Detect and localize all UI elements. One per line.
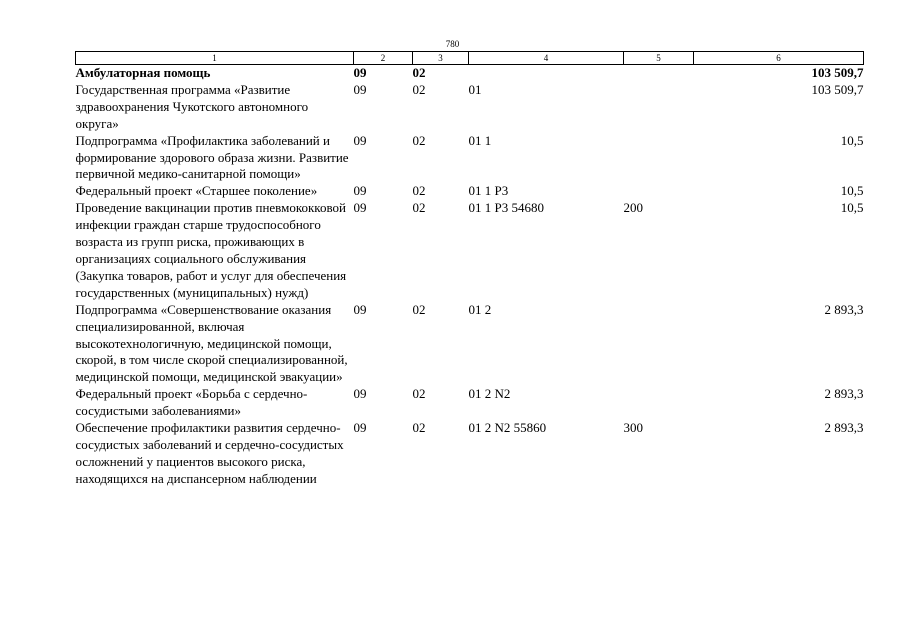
- column-header: 1: [76, 52, 354, 65]
- row-target-code: [469, 65, 624, 82]
- row-section-code: 09: [353, 420, 367, 436]
- row-section-code: 09: [353, 132, 367, 148]
- row-subsection-code: 02: [412, 200, 426, 216]
- row-name: Федеральный проект «Борьба с сердечно-сосудистыми заболеваниями»: [75, 386, 308, 419]
- page-number: 780: [445, 39, 460, 49]
- row-amount: 2 893,3: [824, 420, 864, 436]
- row-amount: 2 893,3: [824, 301, 864, 317]
- row-section-code: 09: [353, 65, 367, 80]
- row-section-code: 09: [353, 200, 367, 216]
- table-header: [76, 52, 864, 65]
- header-row: [76, 52, 864, 65]
- row-section-code: 09: [353, 301, 367, 317]
- row-expense-type: [624, 302, 694, 387]
- table-row: [76, 420, 864, 488]
- row-section-code: 09: [353, 183, 367, 199]
- column-header: 5: [624, 52, 694, 65]
- column-header: 2: [354, 52, 413, 65]
- row-subsection-code: 02: [412, 65, 426, 80]
- budget-table: [75, 51, 864, 488]
- row-name: Федеральный проект «Старшее поколение»: [75, 183, 318, 199]
- row-subsection-code: 02: [412, 183, 426, 199]
- row-expense-type: [624, 133, 694, 184]
- row-target-code: 01 1 P3: [468, 183, 509, 199]
- table-row: [76, 200, 864, 301]
- row-subsection-code: 02: [412, 301, 426, 317]
- row-target-code: 01 1: [468, 132, 492, 148]
- row-target-code: 01 1 P3 54680: [468, 200, 544, 216]
- row-amount: 10,5: [840, 200, 864, 216]
- row-target-code: 01 2 N2: [468, 386, 511, 402]
- row-expense-type: [624, 65, 694, 82]
- row-expense-type: 300: [623, 420, 643, 436]
- row-target-code: 01 2 N2 55860: [468, 420, 547, 436]
- row-subsection-code: 02: [412, 420, 426, 436]
- row-section-code: 09: [353, 81, 367, 97]
- row-amount: 10,5: [840, 132, 864, 148]
- row-subsection-code: 02: [412, 132, 426, 148]
- column-header: 3: [413, 52, 469, 65]
- table-row: [76, 133, 864, 184]
- table-row: [76, 65, 864, 82]
- row-name: Подпрограмма «Совершенствование оказания специализированной, включая высокотехнологичную, медицинской помощи, скорой, в том числе скорой специализированной, медицинской помощи, медицинской эвакуации»: [75, 301, 348, 385]
- row-subsection-code: 02: [412, 81, 426, 97]
- table-row: [76, 183, 864, 200]
- row-amount: 103 509,7: [811, 65, 864, 80]
- column-header: 6: [694, 52, 864, 65]
- table-body: [76, 65, 864, 488]
- row-target-code: 01: [468, 81, 482, 97]
- row-amount: 10,5: [840, 183, 864, 199]
- row-name: Подпрограмма «Профилактика заболеваний и формирование здорового образа жизни. Развитие первичной медико-санитарной помощи»: [75, 132, 349, 182]
- table-row: [76, 82, 864, 133]
- row-name: Амбулаторная помощь: [75, 65, 211, 80]
- row-expense-type: [624, 183, 694, 200]
- table-row: [76, 302, 864, 387]
- row-expense-type: [624, 386, 694, 420]
- row-target-code: 01 2: [468, 301, 492, 317]
- row-name: Государственная программа «Развитие здравоохранения Чукотского автономного округа»: [75, 81, 309, 131]
- column-header: 4: [469, 52, 624, 65]
- table-row: [76, 386, 864, 420]
- row-amount: 103 509,7: [811, 81, 864, 97]
- row-amount: 2 893,3: [824, 386, 864, 402]
- row-name: Обеспечение профилактики развития сердечно-сосудистых заболеваний и сердечно-сосудистых осложнений у пациентов высокого риска, находящихся на диспансерном наблюдении: [75, 420, 344, 486]
- row-section-code: 09: [353, 386, 367, 402]
- row-expense-type: [624, 82, 694, 133]
- row-name: Проведение вакцинации против пневмококковой инфекции граждан старше трудоспособного возраста из групп риска, проживающих в организациях социального обслуживания (Закупка товаров, работ и услуг для обеспечения государственных (муниципальных) нужд): [75, 200, 347, 300]
- row-subsection-code: 02: [412, 386, 426, 402]
- row-expense-type: 200: [623, 200, 643, 216]
